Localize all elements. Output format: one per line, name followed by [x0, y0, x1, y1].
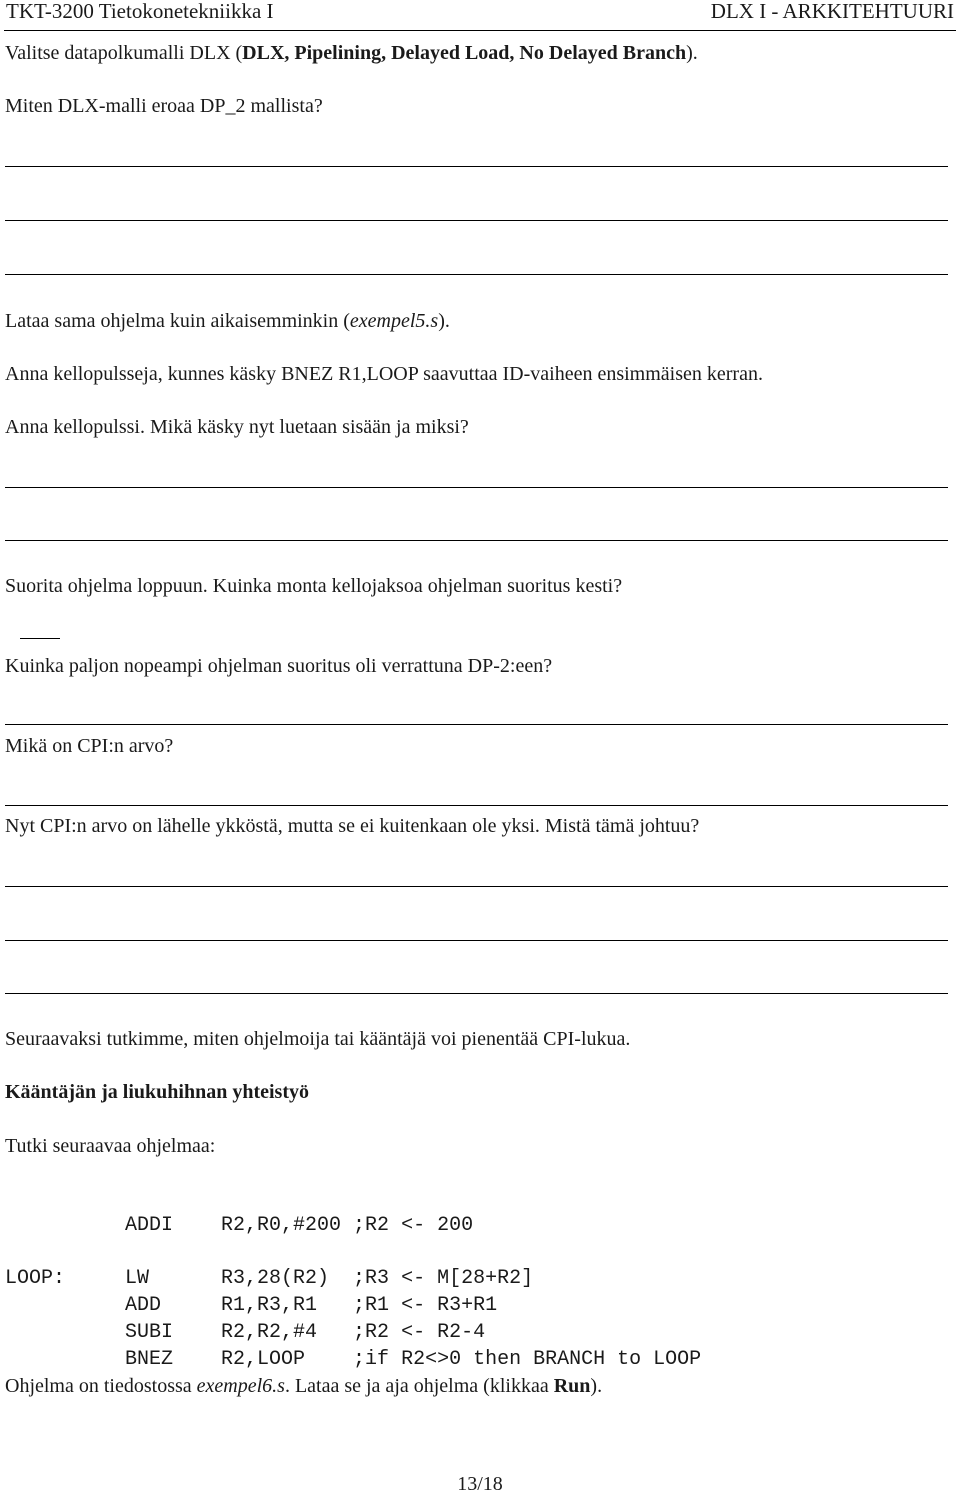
answer-line [5, 993, 948, 994]
text-next-study: Seuraavaksi tutkimme, miten ohjelmoija tai kääntäjä voi pienentää CPI-lukua. [5, 1028, 631, 1050]
answer-line [5, 724, 948, 725]
instruction-select-datapath: Valitse datapolkumalli DLX (DLX, Pipelining, Delayed Load, No Delayed Branch). [5, 42, 698, 64]
question-cpi-not-one: Nyt CPI:n arvo on lähelle ykköstä, mutta se ei kuitenkaan ole yksi. Mistä tämä johtuu? [5, 815, 700, 837]
text-program-file: Ohjelma on tiedostossa exempel6.s. Lataa se ja aja ohjelma (klikkaa Run). [5, 1375, 603, 1397]
answer-line [5, 274, 948, 275]
course-title: TKT-3200 Tietokonetekniikka I [6, 0, 274, 23]
answer-line [5, 487, 948, 488]
code-line: ADDI R2,R0,#200 ;R2 <- 200 [5, 1213, 474, 1237]
text-study-program: Tutki seuraavaa ohjelmaa: [5, 1135, 216, 1157]
page-header [4, 0, 956, 31]
answer-line [5, 540, 948, 541]
answer-line [5, 940, 948, 941]
code-listing [5, 1186, 701, 1400]
code-line: BNEZ R2,LOOP ;if R2<>0 then BRANCH to LOOP [5, 1347, 702, 1371]
answer-line [5, 805, 948, 806]
question-cpi: Mikä on CPI:n arvo? [5, 735, 174, 757]
question-model-difference: Miten DLX-malli eroaa DP_2 mallista? [5, 95, 323, 117]
code-line: ADD R1,R3,R1 ;R1 <- R3+R1 [5, 1294, 498, 1318]
code-line: SUBI R2,R2,#4 ;R2 <- R2-4 [5, 1320, 486, 1344]
question-clock-cycles: Suorita ohjelma loppuun. Kuinka monta kellojaksoa ohjelman suoritus kesti? [5, 575, 623, 597]
answer-line [5, 886, 948, 887]
answer-line [5, 166, 948, 167]
code-line [5, 1240, 701, 1267]
answer-line [5, 220, 948, 221]
code-line: LOOP: LW R3,28(R2) ;R3 <- M[28+R2] [5, 1267, 534, 1291]
short-answer-line [20, 638, 60, 639]
question-speedup: Kuinka paljon nopeampi ohjelman suoritus oli verrattuna DP-2:een? [5, 655, 553, 677]
page-number: 13/18 [457, 1473, 503, 1495]
chapter-title: DLX I - ARKKITEHTUURI [710, 0, 954, 23]
question-which-instruction: Anna kellopulssi. Mikä käsky nyt luetaan sisään ja miksi? [5, 416, 469, 438]
instruction-clock-until: Anna kellopulsseja, kunnes käsky BNEZ R1,LOOP saavuttaa ID-vaiheen ensimmäisen kerran. [5, 363, 763, 385]
instruction-load-program: Lataa sama ohjelma kuin aikaisemminkin (exempel5.s). [5, 310, 450, 332]
section-heading: Kääntäjän ja liukuhihnan yhteistyö [5, 1081, 309, 1103]
